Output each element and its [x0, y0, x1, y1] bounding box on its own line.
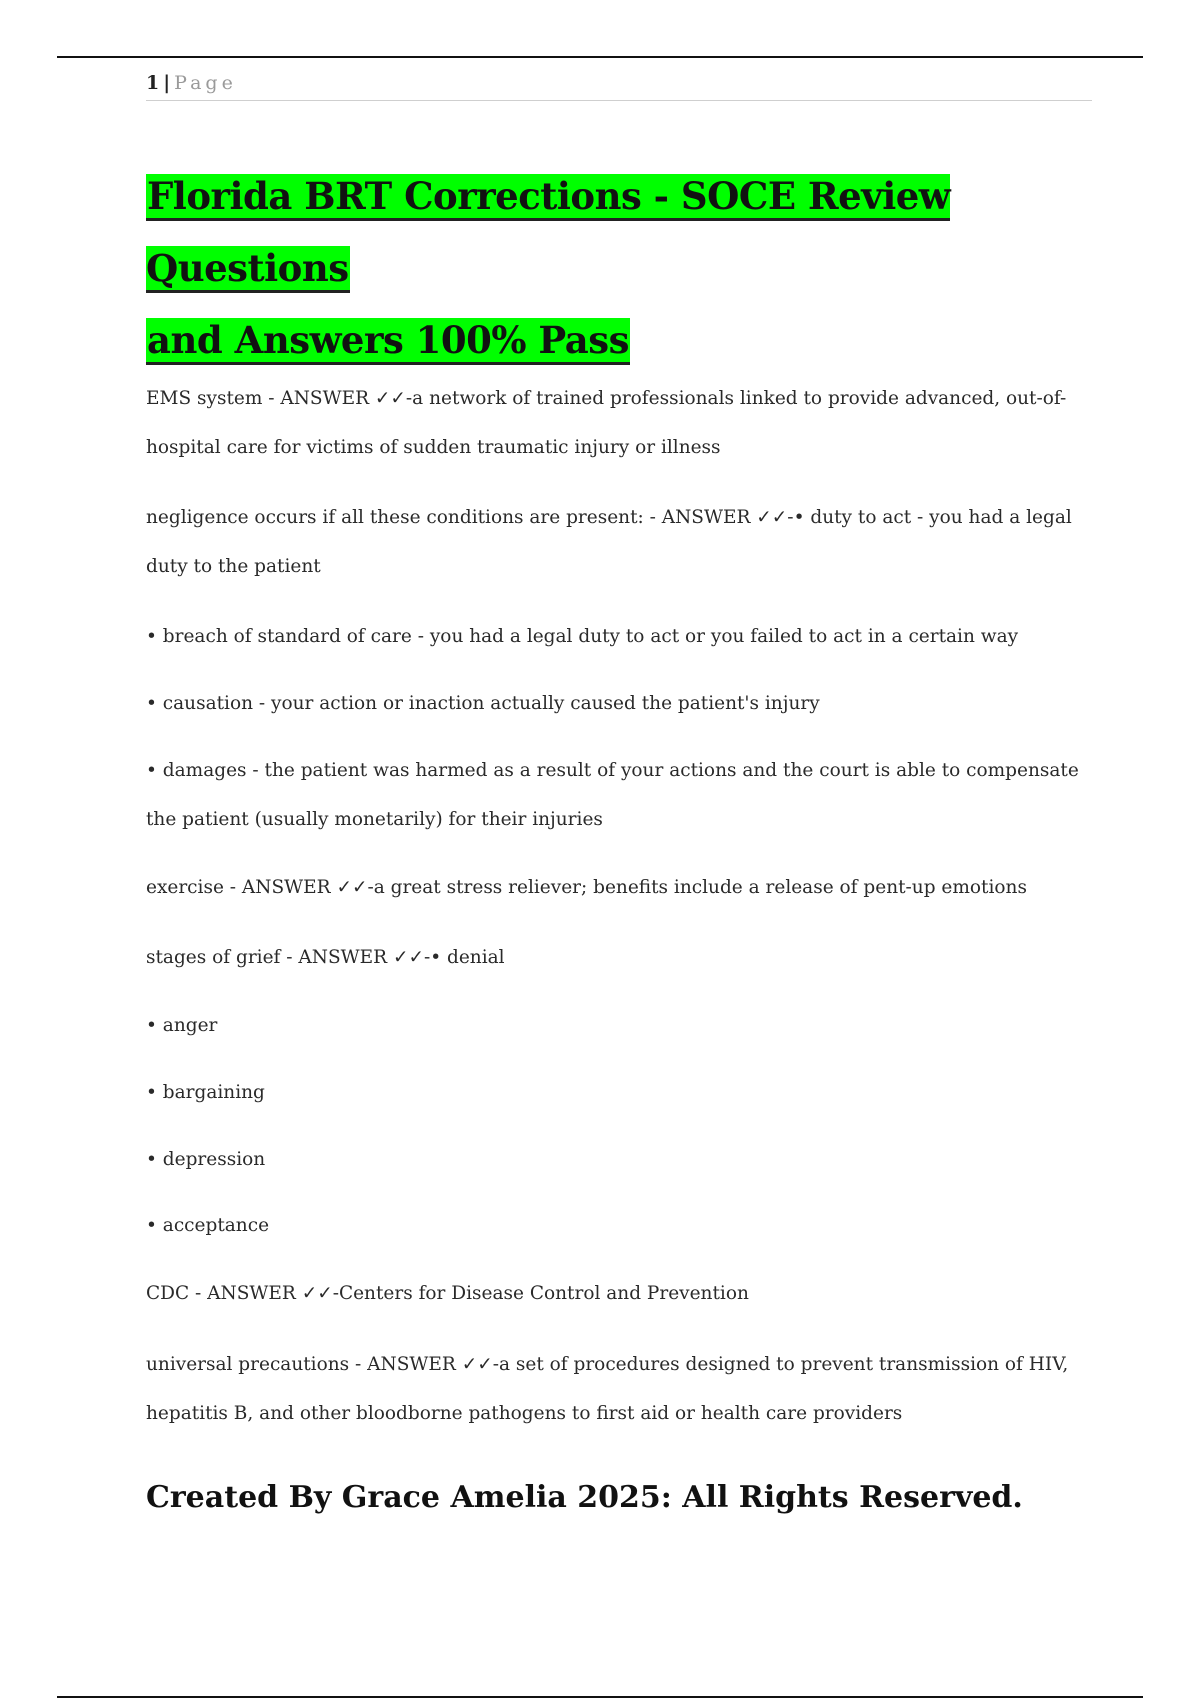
page-header	[146, 72, 1092, 101]
entry-negligence: negligence occurs if all these conditions are present: - ANSWER ✓✓-• duty to act - you had a legal duty to the patient	[146, 507, 1072, 577]
entry-breach: • breach of standard of care - you had a legal duty to act or you failed to act in a certain way	[146, 626, 1019, 647]
entry-cdc: CDC - ANSWER ✓✓-Centers for Disease Control and Prevention	[146, 1283, 749, 1304]
entry-ems-system: EMS system - ANSWER ✓✓-a network of trained professionals linked to provide advanced, out-of-hospital care for victims of sudden traumatic injury or illness	[146, 388, 1067, 458]
entry-damages: • damages - the patient was harmed as a result of your actions and the court is able to compensate the patient (usually monetarily) for their injuries	[146, 760, 1079, 830]
page-number: 1	[146, 72, 160, 94]
entry-anger: • anger	[146, 1015, 218, 1036]
copyright-footer: Created By Grace Amelia 2025: All Rights Reserved.	[146, 1480, 1023, 1515]
entry-stages-of-grief: stages of grief - ANSWER ✓✓-• denial	[146, 947, 505, 968]
entry-causation: • causation - your action or inaction actually caused the patient's injury	[146, 693, 820, 714]
header-separator: |	[163, 72, 171, 94]
title-line-1: Florida BRT Corrections - SOCE Review Questions	[146, 174, 950, 293]
title-line-2: and Answers 100% Pass	[146, 318, 630, 365]
document-title	[146, 160, 1096, 376]
entry-exercise: exercise - ANSWER ✓✓-a great stress reliever; benefits include a release of pent-up emotions	[146, 877, 1027, 898]
bottom-rule	[57, 1696, 1143, 1698]
entry-acceptance: • acceptance	[146, 1215, 270, 1236]
entry-bargaining: • bargaining	[146, 1082, 265, 1103]
entry-universal-precautions: universal precautions - ANSWER ✓✓-a set of procedures designed to prevent transmission of HIV, hepatitis B, and other bloodborne pathogens to first aid or health care providers	[146, 1354, 1069, 1424]
top-rule	[57, 56, 1143, 58]
entry-depression: • depression	[146, 1149, 266, 1170]
page-label: Page	[174, 72, 237, 94]
